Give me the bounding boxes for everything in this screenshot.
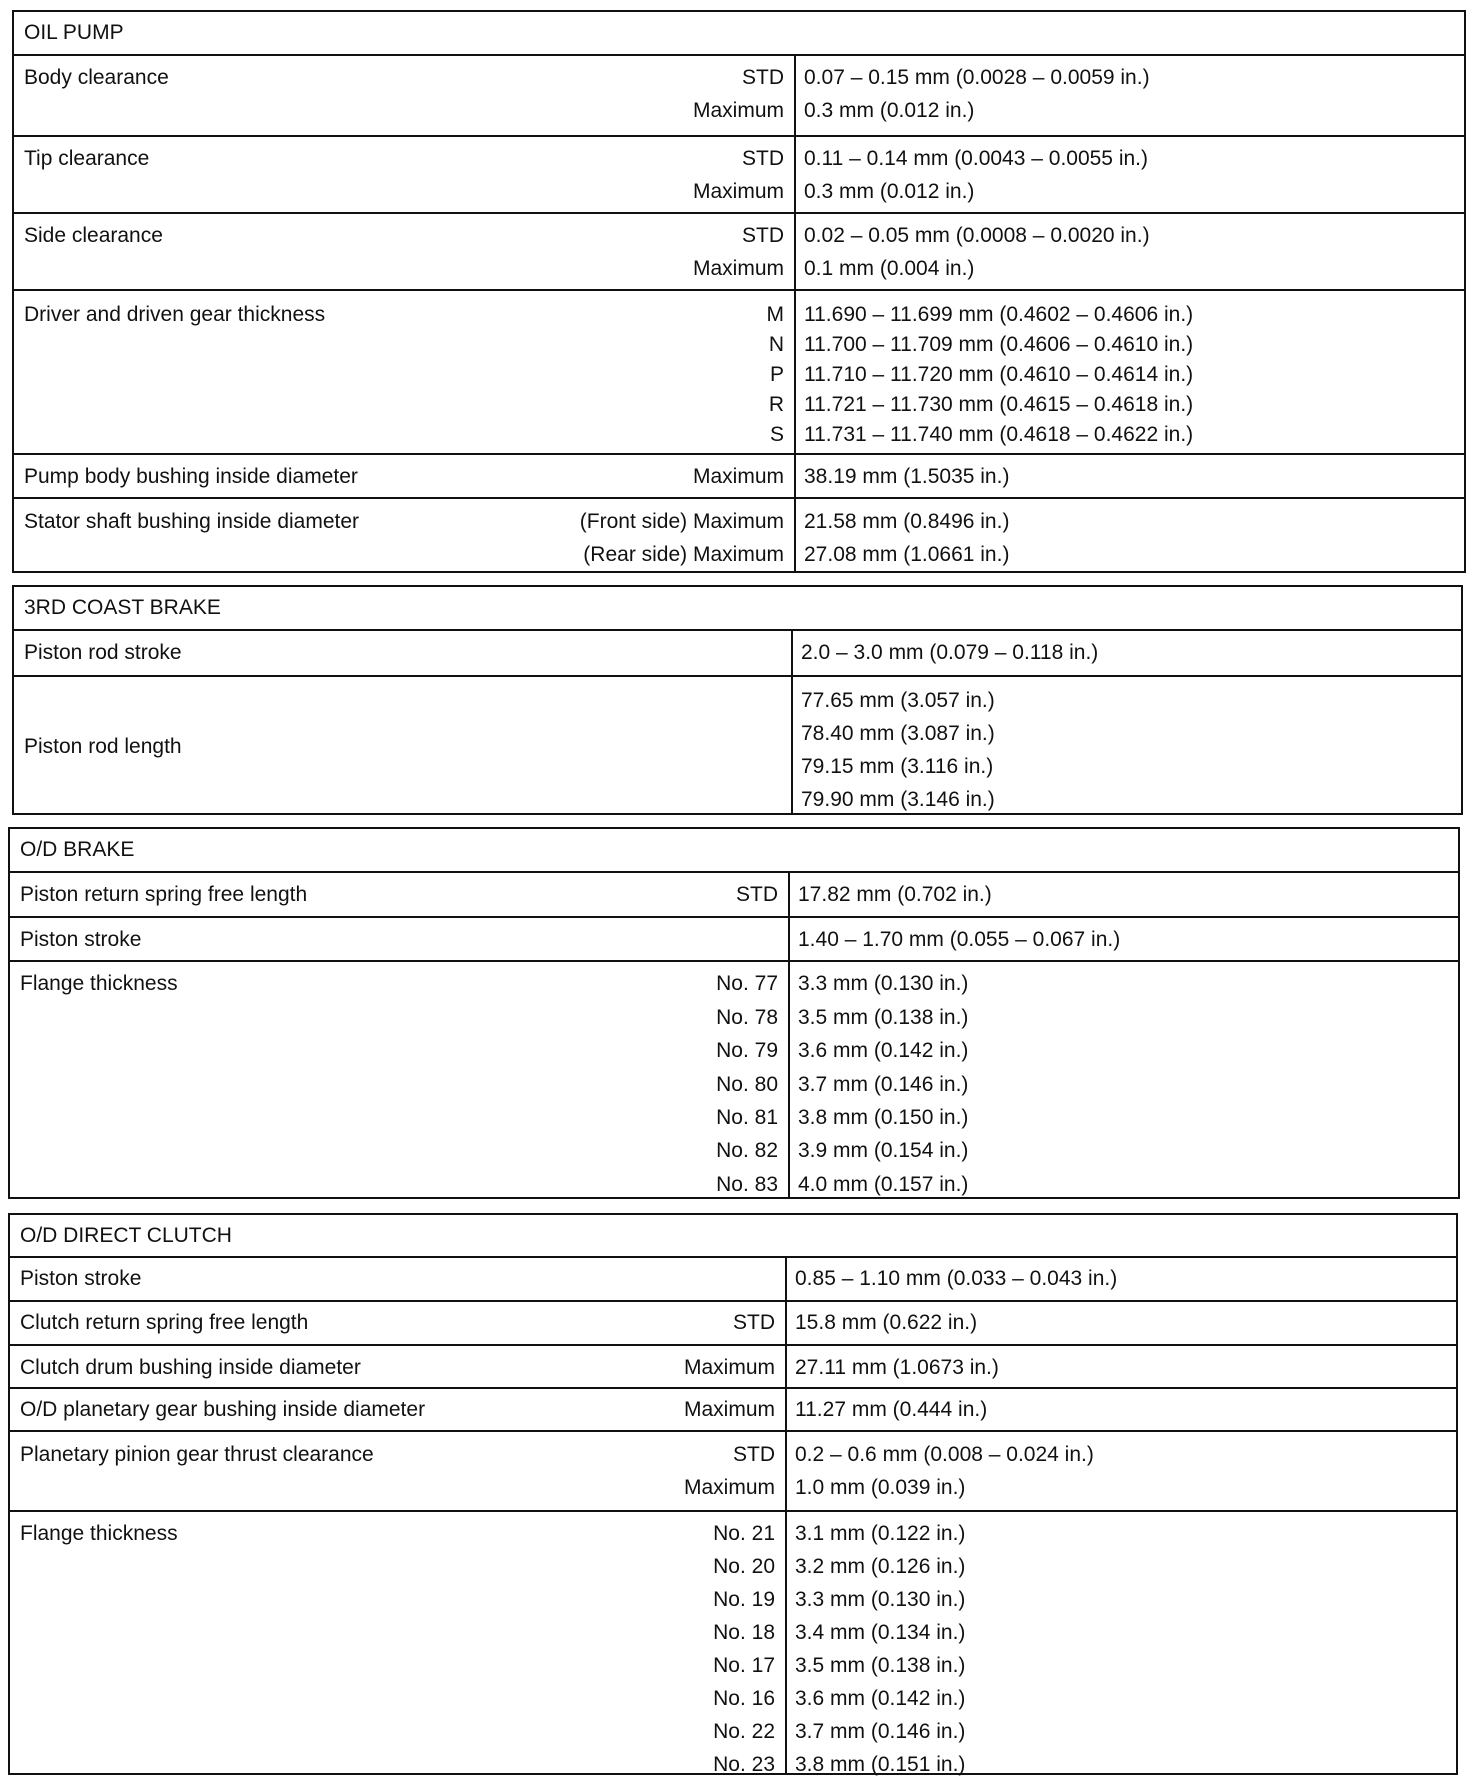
column-divider xyxy=(794,291,796,453)
parameter-label: Piston rod stroke xyxy=(24,641,182,664)
qualifier-label: STD xyxy=(733,1311,775,1334)
spec-value: 3.7 mm (0.146 in.) xyxy=(795,1720,966,1743)
qualifier-label: Maximum xyxy=(692,465,784,488)
column-divider xyxy=(788,873,790,916)
column-divider xyxy=(794,499,796,573)
spec-value: 3.8 mm (0.150 in.) xyxy=(798,1106,969,1129)
spec-value: 11.690 – 11.699 mm (0.4602 – 0.4606 in.) xyxy=(804,303,1194,326)
spec-row xyxy=(10,1258,1456,1300)
qualifier-label: M xyxy=(766,303,784,326)
spec-value: 4.0 mm (0.157 in.) xyxy=(798,1173,969,1196)
label-cell xyxy=(10,873,788,916)
parameter-label: Body clearance xyxy=(24,66,169,89)
spec-value: 11.710 – 11.720 mm (0.4610 – 0.4614 in.) xyxy=(804,363,1194,386)
qualifier-label: STD xyxy=(742,66,784,89)
label-cell xyxy=(10,918,788,960)
qualifier-label: Maximum xyxy=(692,99,784,122)
qualifier-label: No. 22 xyxy=(713,1720,775,1743)
spec-row xyxy=(14,135,1464,212)
spec-row xyxy=(10,873,1458,916)
spec-value: 78.40 mm (3.087 in.) xyxy=(801,722,995,745)
qualifier-label: (Front side) Maximum xyxy=(579,510,784,533)
spec-row xyxy=(14,631,1461,675)
column-divider xyxy=(785,1432,787,1510)
label-cell xyxy=(10,1346,785,1387)
column-divider xyxy=(785,1258,787,1300)
parameter-label: Driver and driven gear thickness xyxy=(24,303,326,326)
spec-row xyxy=(10,1344,1456,1387)
spec-row xyxy=(10,960,1458,1199)
label-cell xyxy=(14,291,794,453)
qualifier-label: STD xyxy=(733,1443,775,1466)
parameter-label: Piston stroke xyxy=(20,928,142,951)
section-title: 3RD COAST BRAKE xyxy=(14,587,1461,631)
column-divider xyxy=(785,1512,787,1775)
spec-value: 3.9 mm (0.154 in.) xyxy=(798,1139,969,1162)
section-3rd-coast-brake xyxy=(12,585,1463,815)
qualifier-label: Maximum xyxy=(692,180,784,203)
spec-value: 0.02 – 0.05 mm (0.0008 – 0.0020 in.) xyxy=(804,224,1150,247)
column-divider xyxy=(794,56,796,135)
spec-value: 17.82 mm (0.702 in.) xyxy=(798,883,992,906)
column-divider xyxy=(794,214,796,289)
spec-value: 21.58 mm (0.8496 in.) xyxy=(804,510,1010,533)
qualifier-label: Maximum xyxy=(683,1356,775,1379)
spec-value: 3.3 mm (0.130 in.) xyxy=(798,972,969,995)
label-cell xyxy=(10,1389,785,1430)
spec-value: 3.4 mm (0.134 in.) xyxy=(795,1621,966,1644)
parameter-label: Piston return spring free length xyxy=(20,883,308,906)
spec-value: 0.11 – 0.14 mm (0.0043 – 0.0055 in.) xyxy=(804,147,1148,170)
spec-value: 3.8 mm (0.151 in.) xyxy=(795,1753,966,1776)
spec-row xyxy=(14,289,1464,453)
qualifier-label: No. 16 xyxy=(713,1687,775,1710)
parameter-label: Planetary pinion gear thrust clearance xyxy=(20,1443,374,1466)
parameter-label: Clutch return spring free length xyxy=(20,1311,309,1334)
qualifier-label: S xyxy=(769,423,784,446)
label-cell xyxy=(14,56,794,135)
parameter-label: Piston rod length xyxy=(24,735,182,758)
spec-value: 3.3 mm (0.130 in.) xyxy=(795,1588,966,1611)
section-oil-pump xyxy=(12,10,1466,573)
section-title: O/D BRAKE xyxy=(10,829,1458,873)
spec-row xyxy=(10,916,1458,960)
qualifier-label: N xyxy=(768,333,784,356)
spec-value: 79.15 mm (3.116 in.) xyxy=(801,755,994,778)
spec-row xyxy=(14,56,1464,135)
label-cell xyxy=(10,1512,785,1775)
spec-value: 79.90 mm (3.146 in.) xyxy=(801,788,995,811)
spec-row xyxy=(14,453,1464,497)
parameter-label: Piston stroke xyxy=(20,1267,142,1290)
label-cell xyxy=(10,962,788,1199)
qualifier-label: No. 17 xyxy=(713,1654,775,1677)
spec-value: 11.721 – 11.730 mm (0.4615 – 0.4618 in.) xyxy=(804,393,1194,416)
spec-row xyxy=(14,212,1464,289)
label-cell xyxy=(10,1258,785,1300)
column-divider xyxy=(794,455,796,497)
spec-row xyxy=(10,1387,1456,1430)
qualifier-label: No. 77 xyxy=(716,972,778,995)
qualifier-label: No. 19 xyxy=(713,1588,775,1611)
label-cell xyxy=(10,1432,785,1510)
label-cell xyxy=(14,214,794,289)
spec-value: 3.5 mm (0.138 in.) xyxy=(798,1006,969,1029)
qualifier-label: No. 78 xyxy=(716,1006,778,1029)
parameter-label: Pump body bushing inside diameter xyxy=(24,465,358,488)
column-divider xyxy=(791,677,793,815)
section-title: OIL PUMP xyxy=(14,12,1464,56)
spec-row xyxy=(14,675,1461,815)
parameter-label: Stator shaft bushing inside diameter xyxy=(24,510,360,533)
spec-value: 0.3 mm (0.012 in.) xyxy=(804,180,975,203)
section-o-d-direct-clutch xyxy=(8,1213,1458,1775)
section-o-d-brake xyxy=(8,827,1460,1199)
column-divider xyxy=(788,962,790,1199)
qualifier-label: No. 23 xyxy=(713,1753,775,1776)
qualifier-label: No. 20 xyxy=(713,1555,775,1578)
column-divider xyxy=(785,1346,787,1387)
spec-value: 27.08 mm (1.0661 in.) xyxy=(804,543,1010,566)
qualifier-label: R xyxy=(768,393,784,416)
column-divider xyxy=(791,631,793,675)
label-cell xyxy=(14,631,791,675)
qualifier-label: No. 83 xyxy=(716,1173,778,1196)
label-cell xyxy=(14,455,794,497)
spec-value: 3.1 mm (0.122 in.) xyxy=(795,1522,966,1545)
section-title: O/D DIRECT CLUTCH xyxy=(10,1215,1456,1258)
qualifier-label: Maximum xyxy=(692,257,784,280)
spec-value: 3.6 mm (0.142 in.) xyxy=(798,1039,969,1062)
spec-value: 1.0 mm (0.039 in.) xyxy=(795,1476,966,1499)
parameter-label: Tip clearance xyxy=(24,147,150,170)
qualifier-label: No. 18 xyxy=(713,1621,775,1644)
parameter-label: Clutch drum bushing inside diameter xyxy=(20,1356,361,1379)
spec-value: 0.1 mm (0.004 in.) xyxy=(804,257,975,280)
spec-value: 15.8 mm (0.622 in.) xyxy=(795,1311,978,1334)
spec-value: 77.65 mm (3.057 in.) xyxy=(801,689,995,712)
parameter-label: O/D planetary gear bushing inside diameter xyxy=(20,1398,426,1421)
qualifier-label: No. 80 xyxy=(716,1073,778,1096)
column-divider xyxy=(788,918,790,960)
spec-value: 38.19 mm (1.5035 in.) xyxy=(804,465,1010,488)
spec-value: 11.731 – 11.740 mm (0.4618 – 0.4622 in.) xyxy=(804,423,1194,446)
qualifier-label: STD xyxy=(736,883,778,906)
spec-row xyxy=(10,1430,1456,1510)
qualifier-label: STD xyxy=(742,224,784,247)
parameter-label: Side clearance xyxy=(24,224,163,247)
qualifier-label: No. 81 xyxy=(716,1106,778,1129)
label-cell xyxy=(14,137,794,212)
label-cell xyxy=(14,677,791,815)
parameter-label: Flange thickness xyxy=(20,1522,178,1545)
label-cell xyxy=(14,499,794,573)
qualifier-label: Maximum xyxy=(683,1476,775,1499)
spec-value: 0.3 mm (0.012 in.) xyxy=(804,99,975,122)
column-divider xyxy=(785,1389,787,1430)
spec-row xyxy=(14,497,1464,573)
spec-value: 0.85 – 1.10 mm (0.033 – 0.043 in.) xyxy=(795,1267,1118,1290)
spec-row xyxy=(10,1300,1456,1344)
spec-value: 11.700 – 11.709 mm (0.4606 – 0.4610 in.) xyxy=(804,333,1194,356)
spec-value: 3.7 mm (0.146 in.) xyxy=(798,1073,969,1096)
parameter-label: Flange thickness xyxy=(20,972,178,995)
label-cell xyxy=(10,1302,785,1344)
spec-value: 27.11 mm (1.0673 in.) xyxy=(795,1356,999,1379)
spec-value: 0.07 – 0.15 mm (0.0028 – 0.0059 in.) xyxy=(804,66,1150,89)
spec-value: 2.0 – 3.0 mm (0.079 – 0.118 in.) xyxy=(801,641,1099,664)
column-divider xyxy=(785,1302,787,1344)
qualifier-label: STD xyxy=(742,147,784,170)
spec-value: 3.6 mm (0.142 in.) xyxy=(795,1687,966,1710)
spec-row xyxy=(10,1510,1456,1775)
spec-value: 1.40 – 1.70 mm (0.055 – 0.067 in.) xyxy=(798,928,1121,951)
qualifier-label: (Rear side) Maximum xyxy=(583,543,784,566)
spec-value: 3.5 mm (0.138 in.) xyxy=(795,1654,966,1677)
qualifier-label: No. 82 xyxy=(716,1139,778,1162)
column-divider xyxy=(794,137,796,212)
spec-value: 11.27 mm (0.444 in.) xyxy=(795,1398,988,1421)
spec-value: 3.2 mm (0.126 in.) xyxy=(795,1555,966,1578)
spec-value: 0.2 – 0.6 mm (0.008 – 0.024 in.) xyxy=(795,1443,1094,1466)
qualifier-label: No. 21 xyxy=(713,1522,775,1545)
qualifier-label: Maximum xyxy=(683,1398,775,1421)
qualifier-label: No. 79 xyxy=(716,1039,778,1062)
qualifier-label: P xyxy=(769,363,784,386)
